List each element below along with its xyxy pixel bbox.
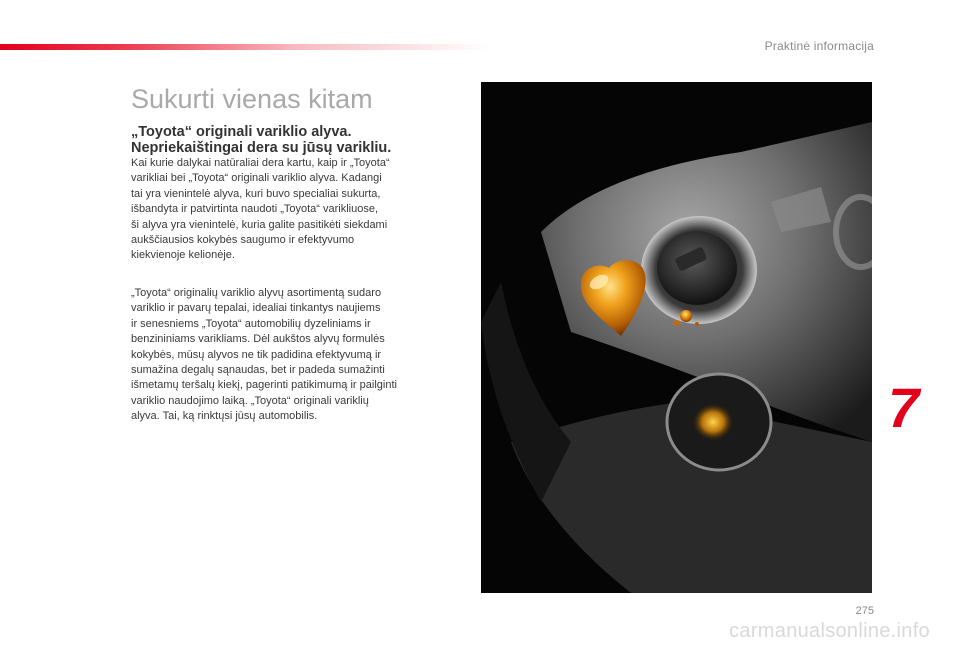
header-accent-bar (0, 44, 490, 50)
section-header: Praktinė informacija (764, 39, 874, 53)
text-line: „Toyota“ originalių variklio alyvų asortimentą sudaro (131, 287, 382, 299)
text-line: varikliai bei „Toyota“ originali variklio alyva. Kadangi (131, 172, 382, 185)
paragraph-range (131, 286, 431, 425)
subtitle-line: Nepriekaištingai dera su jūsų varikliu. (131, 140, 392, 156)
text-line: variklio ir pavarų tepalai, idealiai tinkantys naujiems (131, 302, 381, 315)
page-number: 275 (855, 605, 874, 617)
subtitle-line: „Toyota“ originali variklio alyva. (131, 124, 352, 140)
text-line: aukščiausios kokybės saugumo ir efektyvumo (131, 234, 355, 247)
watermark: carmanualsonline.info (729, 620, 930, 642)
text-line: variklio naudojimo laiką. „Toyota“ originali variklių (131, 394, 369, 407)
text-line: ir senesniems „Toyota“ automobilių dyzeliniams ir (131, 317, 371, 330)
chapter-number: 7 (888, 376, 920, 439)
subtitle (131, 124, 461, 156)
text-line: ši alyva yra vienintelė, kuria galite pasitikėti siekdami (131, 218, 388, 231)
text-line: tai yra vienintelė alyva, kuri buvo specialiai sukurta, (131, 187, 381, 200)
text-line: išbandyta ir patvirtinta naudoti „Toyota“ varikliuose, (131, 203, 379, 216)
text-line: kiekvienoje kelionėje. (131, 249, 235, 262)
text-line: išmetamų teršalų kiekį, pagerinti patikimumą ir pailginti (131, 379, 397, 392)
text-line: sumažina degalų sąnaudas, bet ir padeda sumažinti (131, 364, 385, 377)
text-line: kokybės, mūsų alyvos ne tik padidina efektyvumą ir (131, 348, 382, 361)
text-line: alyva. Tai, ką rinktųsi jūsų automobilis. (131, 410, 318, 423)
page-title: Sukurti vienas kitam (131, 84, 373, 114)
text-line: Kai kurie dalykai natūraliai dera kartu, kaip ir „Toyota“ (131, 157, 390, 169)
engine-oil-heart-photo (481, 82, 872, 593)
text-line: benzininiams varikliams. Dėl aukštos alyvų formulės (131, 333, 385, 346)
paragraph-intro (131, 156, 431, 264)
